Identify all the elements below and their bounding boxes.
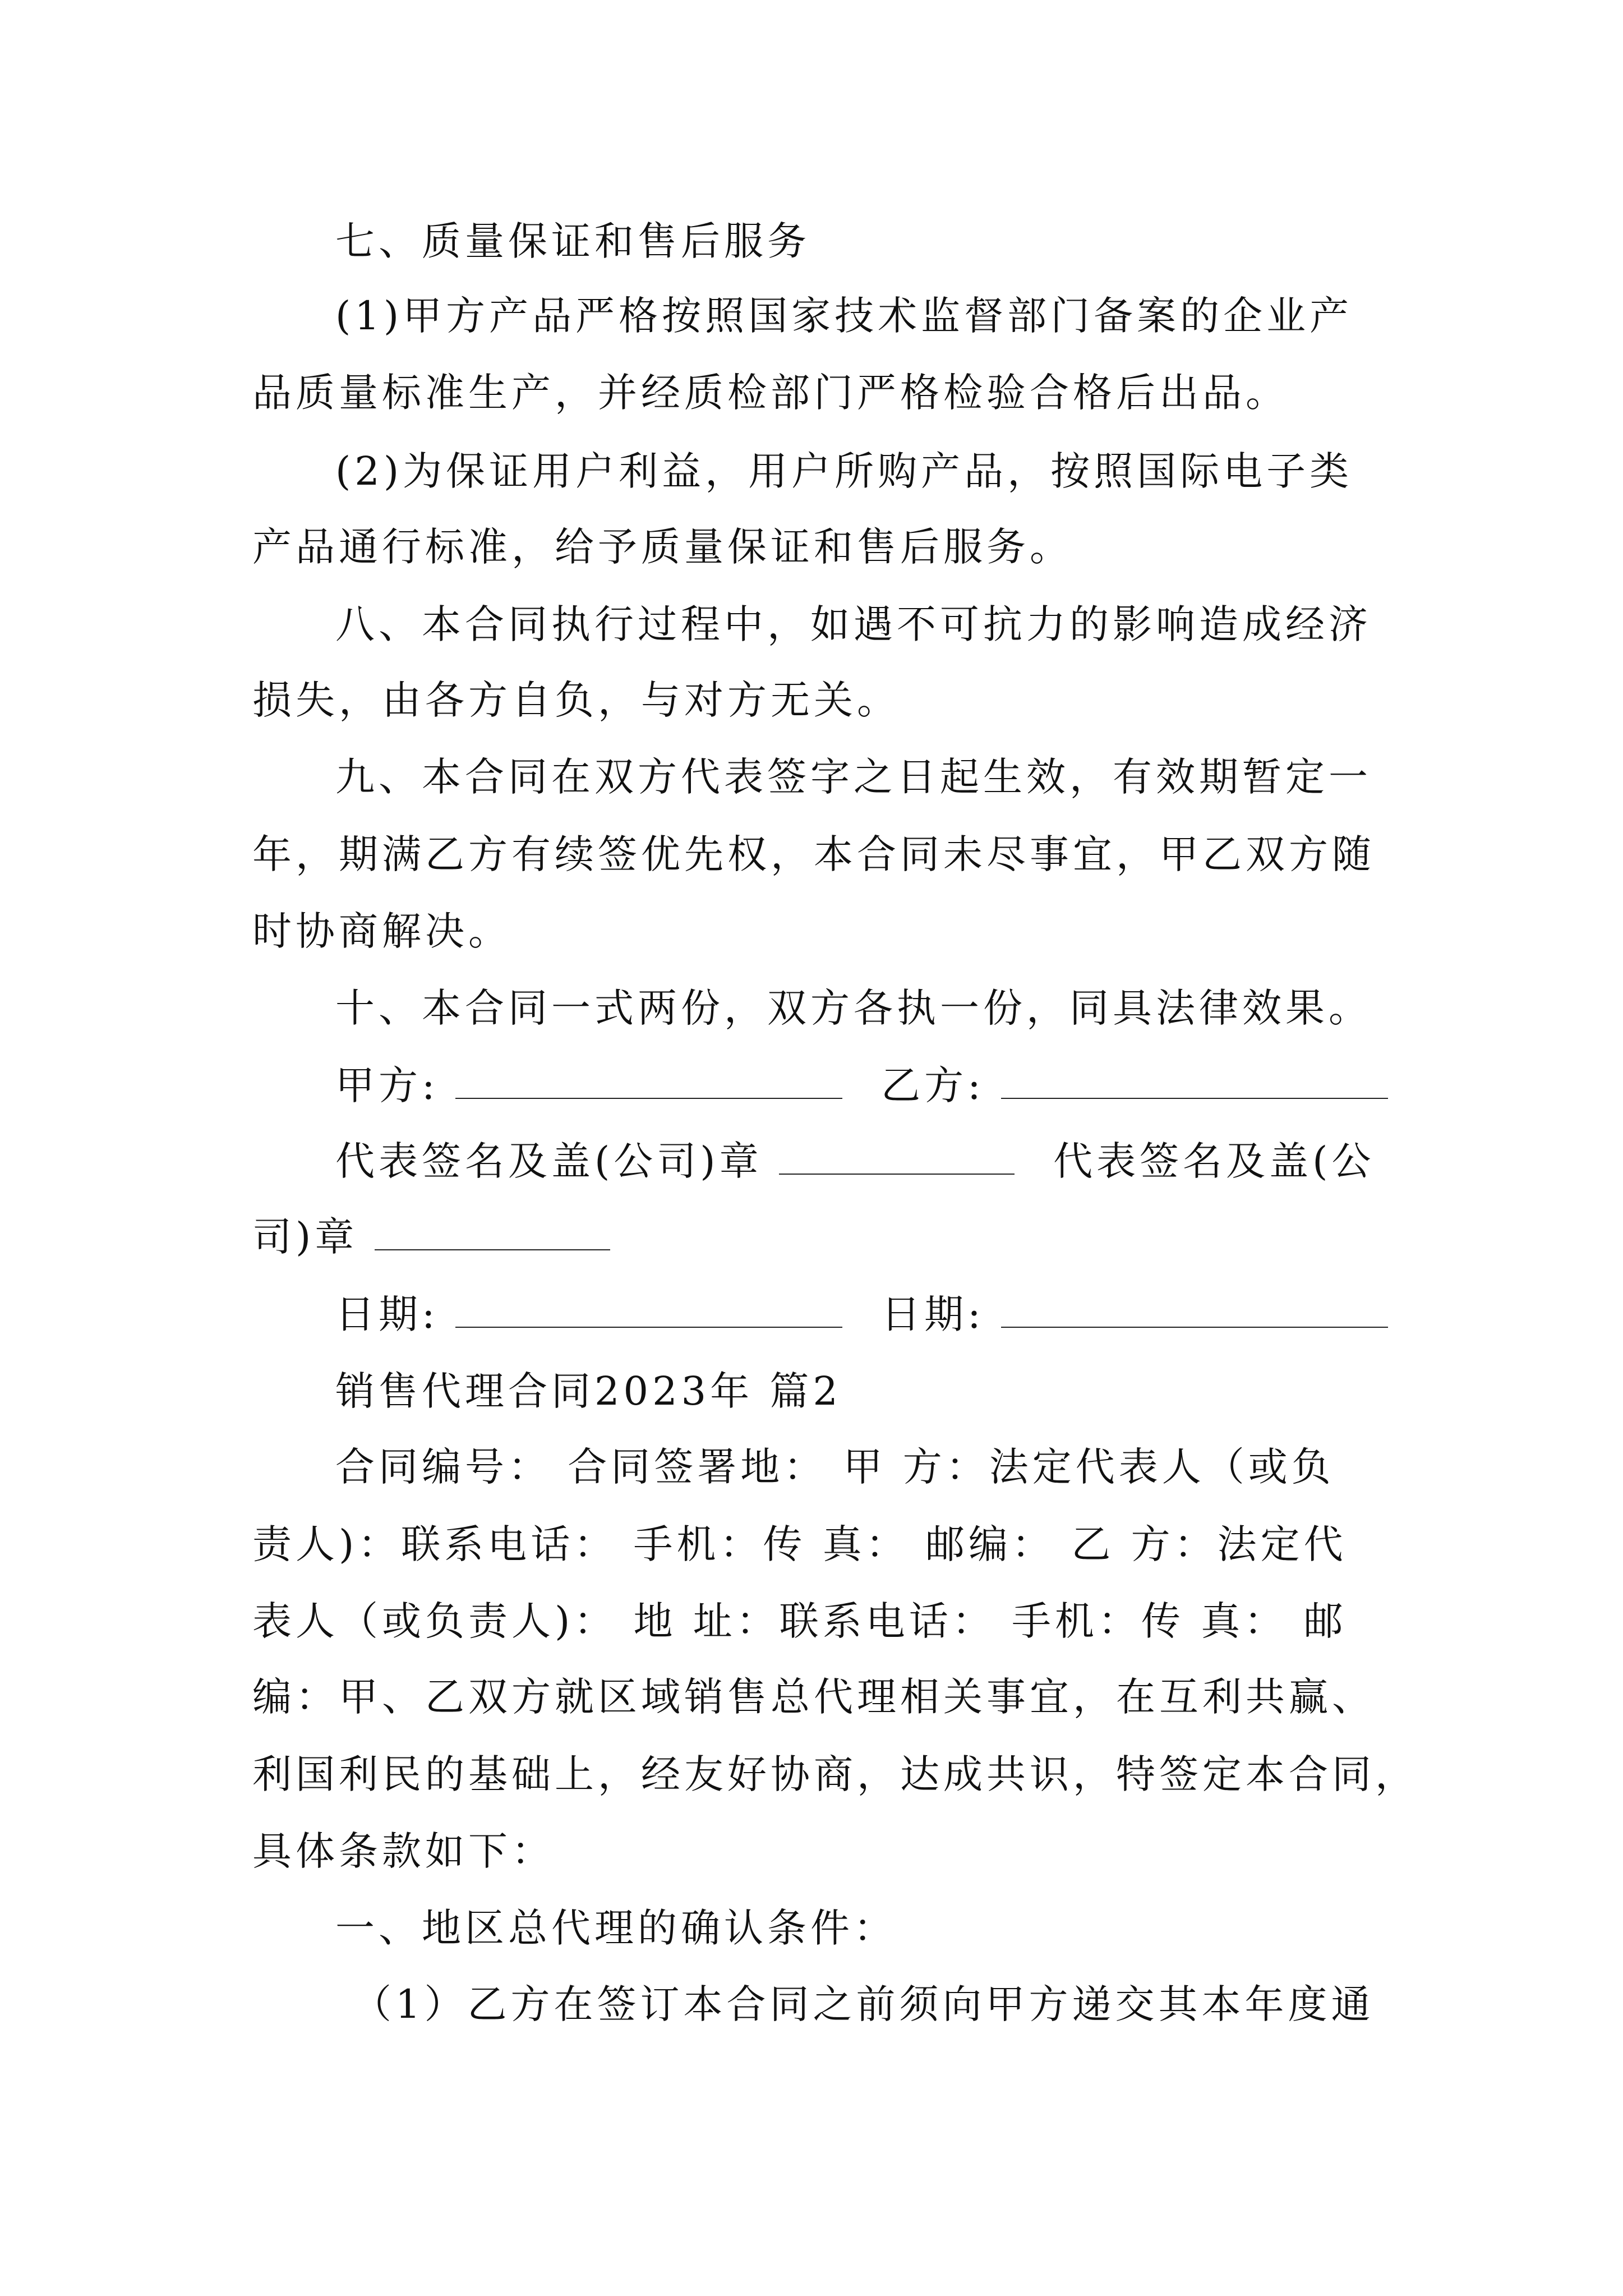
rep-sign-label-b-end: 司)章 [252, 1214, 358, 1260]
signature-rep-row [335, 1136, 1457, 1186]
section-heading-confirmation: 一、地区总代理的确认条件： [335, 1905, 897, 1951]
paragraph-line: (1)甲方产品严格按照国家技术监督部门备案的企业产 [335, 293, 1353, 339]
party-b-blank [1001, 1069, 1388, 1099]
date-label-b: 日期: [881, 1291, 985, 1337]
paragraph-line: 品质量标准生产，并经质检部门严格检验合格后出品。 [252, 370, 1289, 416]
paragraph-line: 责人)：联系电话： 手机：传 真： 邮编： 乙 方：法定代 [252, 1521, 1347, 1567]
date-blank-b [1001, 1297, 1388, 1328]
paragraph-line: 编：甲、乙双方就区域销售总代理相关事宜，在互利共赢、 [252, 1674, 1375, 1720]
section-title: 销售代理合同2023年 篇2 [335, 1368, 842, 1414]
party-a-label: 甲方: [335, 1062, 439, 1108]
rep-sign-blank-a [779, 1144, 1015, 1175]
rep-sign-label-a: 代表签名及盖(公司)章 [335, 1138, 763, 1184]
paragraph-line: （1）乙方在签订本合同之前须向甲方递交其本年度通 [352, 1981, 1375, 2027]
signature-rep-row-cont [252, 1212, 1374, 1262]
paragraph-line: 损失，由各方自负，与对方无关。 [252, 677, 900, 723]
date-label-a: 日期: [335, 1291, 439, 1337]
signature-party-row [335, 1060, 1457, 1111]
paragraph-line: 十、本合同一式两份，双方各执一份，同具法律效果。 [335, 985, 1372, 1031]
paragraph-line: 表人（或负责人)： 地 址：联系电话： 手机：传 真： 邮 [252, 1598, 1347, 1644]
paragraph-line: (2)为保证用户利益，用户所购产品，按照国际电子类 [335, 448, 1353, 494]
paragraph-line: 利国利民的基础上，经友好协商，达成共识，特签定本合同， [252, 1751, 1418, 1797]
paragraph-line: 年，期满乙方有续签优先权，本合同未尽事宜，甲乙双方随 [252, 831, 1375, 877]
date-blank-a [455, 1297, 842, 1328]
party-a-blank [455, 1069, 842, 1099]
paragraph-line: 合同编号： 合同签署地： 甲 方：法定代表人（或负 [335, 1444, 1335, 1490]
paragraph-line: 时协商解决。 [252, 908, 511, 954]
paragraph-line: 八、本合同执行过程中，如遇不可抗力的影响造成经济 [335, 601, 1372, 647]
signature-date-row [335, 1289, 1457, 1340]
paragraph-line: 产品通行标准，给予质量保证和售后服务。 [252, 524, 1073, 570]
paragraph-line: 具体条款如下： [252, 1828, 555, 1874]
party-b-label: 乙方: [881, 1062, 985, 1108]
rep-sign-blank-b [375, 1220, 610, 1250]
section-heading-quality: 七、质量保证和售后服务 [335, 218, 810, 264]
rep-sign-label-b: 代表签名及盖(公 [1053, 1138, 1375, 1184]
paragraph-line: 九、本合同在双方代表签字之日起生效，有效期暂定一 [335, 754, 1372, 800]
